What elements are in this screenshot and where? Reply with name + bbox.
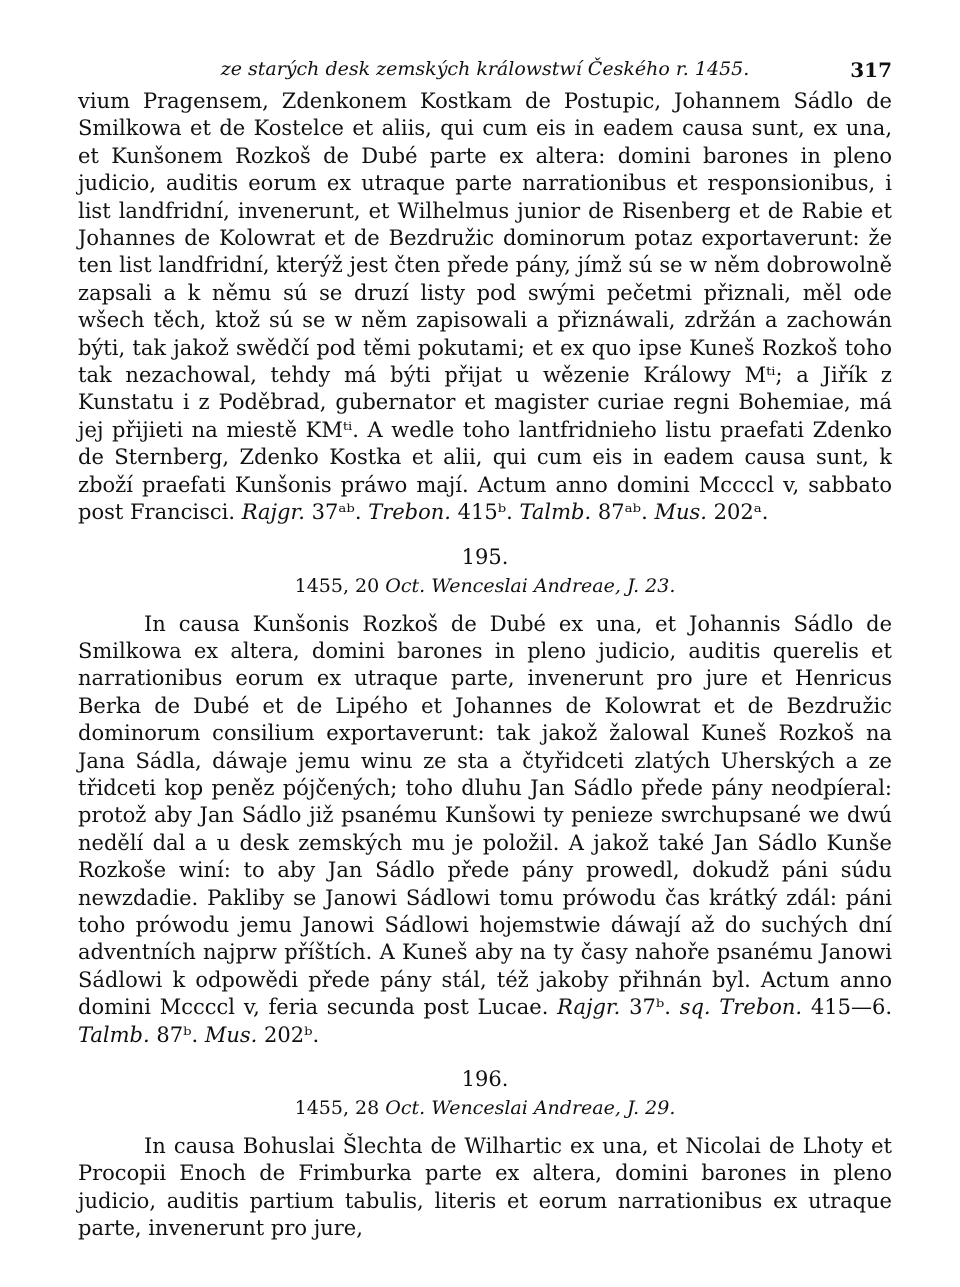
ref-label: Trebon. xyxy=(719,995,803,1020)
ref-label: Talmb. xyxy=(78,1022,150,1047)
continuation-paragraph xyxy=(78,88,892,527)
ref-value: 202ᵇ. xyxy=(264,1022,320,1047)
entry-source: Wenceslai Andreae, xyxy=(431,1097,621,1119)
ref-value: 37ᵃᵇ. xyxy=(311,500,362,525)
running-title: ze starých desk zemských králowstwí Českého r. 1455. xyxy=(220,58,750,80)
ref-label: Rajgr. xyxy=(557,995,621,1020)
ref-value: 37ᵇ. xyxy=(629,995,671,1020)
entry-paragraph xyxy=(78,611,892,1050)
entry-number: 196. xyxy=(461,1067,509,1091)
continuation-text: vium Pragensem, Zdenkonem Kostkam de Postupic, Johannem Sádlo de Smilkowa et de Kostelce et aliis, qui cum eis in eadem causa sunt, ex una, et Kunšonem Rozkoš de Dubé parte ex altera: domini barones in pleno judicio, auditis eorum ex utraque parte narrationibus et responsionibus, i list landfridní, invenerunt, et Wilhelmus junior de Risenberg et de Rabie et Johannes de Kolowrat et de Bezdružic dominorum potaz exportaverunt: že ten list landfridní, kterýž jest čten přede pány, jímž sú se w něm dobrowolně zapsali a k němu sú se druzí listy pod swými pečetmi přiznali, měl ode wšech těch, ktož sú se w něm zapisowali a přiznáwali, zdržán a zachowán býti, tak jakož swědčí pod těmi pokutami; et ex quo ipse Kuneš Rozkoš toho tak nezachowal, tehdy má býti přijat u wězenie Králowy Mᵗⁱ; a Jiřík z Kunstatu i z Poděbrad, gubernator et magister curiae regni Bohemiae, má jej přijieti na miestě KMᵗⁱ. A wedle toho lantfridnieho listu praefati Zdenko de Sternberg, Zdenko Kostka et alii, qui cum eis in eadem causa sunt, k zboží praefati Kunšonis práwo mají. Actum anno domini Mccccl v, sabbato post Francisci. xyxy=(78,89,892,525)
ref-value: 415ᵇ. xyxy=(457,500,513,525)
entry-text: In causa Kunšonis Rozkoš de Dubé ex una, et Johannis Sádlo de Smilkowa ex altera, domini barones in pleno judicio, auditis querelis et narrationibus eorum ex utraque parte, invenerunt pro jure et Henricus Berka de Dubé et de Lipého et Johannes de Kolowrat et de Bezdružic dominorum consilium exportaverunt: tak jakož žalowal Kuneš Rozkoš na Jana Sádla, dáwaje jemu winu ze sta a čtyřidceti zlatých Uherských a ze třidceti kop peněz pójčených; toho dluhu Jan Sádlo přede pány neodpíeral: protož aby Jan Sádlo již psanému Kunšowi ty penieze swrchupsané we dwú nedělí dal a u desk zemských mu je položil. A jakož také Jan Sádlo Kunše Rozkoše winí: to aby Jan Sádlo přede pány prowedl, dokudž páni súdu newzdadie. Pakliby se Janowi Sádlowi tomu prówodu čas krátký zdál: páni toho prówodu jemu Janowi Sádlowi hojemstwie dáwají až do suchých dní adventních najprw příštích. A Kuneš aby na ty časy nahoře psanému Janowi Sádlowi k odpowědi přede pány stál, též jakoby přihnán byl. Actum anno domini Mccccl v, feria secunda post Lucae. xyxy=(78,611,892,1020)
entry-source: Wenceslai Andreae, xyxy=(431,574,621,597)
ref-label: sq. xyxy=(679,995,711,1020)
entry-number: 195. xyxy=(461,544,509,569)
entry-paragraph xyxy=(78,1133,892,1243)
entry-source-suffix: J. 23. xyxy=(626,574,676,597)
entry-text: In causa Bohuslai Šlechta de Wilhartic ex una, et Nicolai de Lhoty et Procopii Enoch de Frimburka parte ex altera, domini barones in pleno judicio, auditis partium tabulis, literis et eorum narrationibus ex utraque parte, invenerunt pro jure, xyxy=(78,1134,892,1241)
ref-value: 202ᵃ. xyxy=(713,500,769,525)
ref-value: 87ᵇ. xyxy=(156,1022,199,1047)
entry-date-year: 1455, 20 xyxy=(294,574,380,597)
ref-value: 415—6. xyxy=(810,995,892,1020)
running-header xyxy=(78,50,892,88)
entry-date xyxy=(78,575,892,597)
page-number: 317 xyxy=(850,58,892,82)
ref-value: 87ᵃᵇ. xyxy=(597,500,648,525)
entry-date-month: Oct. xyxy=(385,1097,426,1119)
ref-label: Mus. xyxy=(654,500,707,525)
ref-label: Mus. xyxy=(204,1022,258,1047)
ref-label: Talmb. xyxy=(519,500,592,525)
entry-date-month: Oct. xyxy=(385,574,426,597)
ref-label: Trebon. xyxy=(368,500,451,525)
ref-label: Rajgr. xyxy=(241,500,305,525)
document-page xyxy=(78,50,892,1243)
entry-source-suffix: J. 29. xyxy=(626,1097,676,1119)
entry-date xyxy=(78,1097,892,1119)
entry-date-year: 1455, 28 xyxy=(294,1097,380,1119)
